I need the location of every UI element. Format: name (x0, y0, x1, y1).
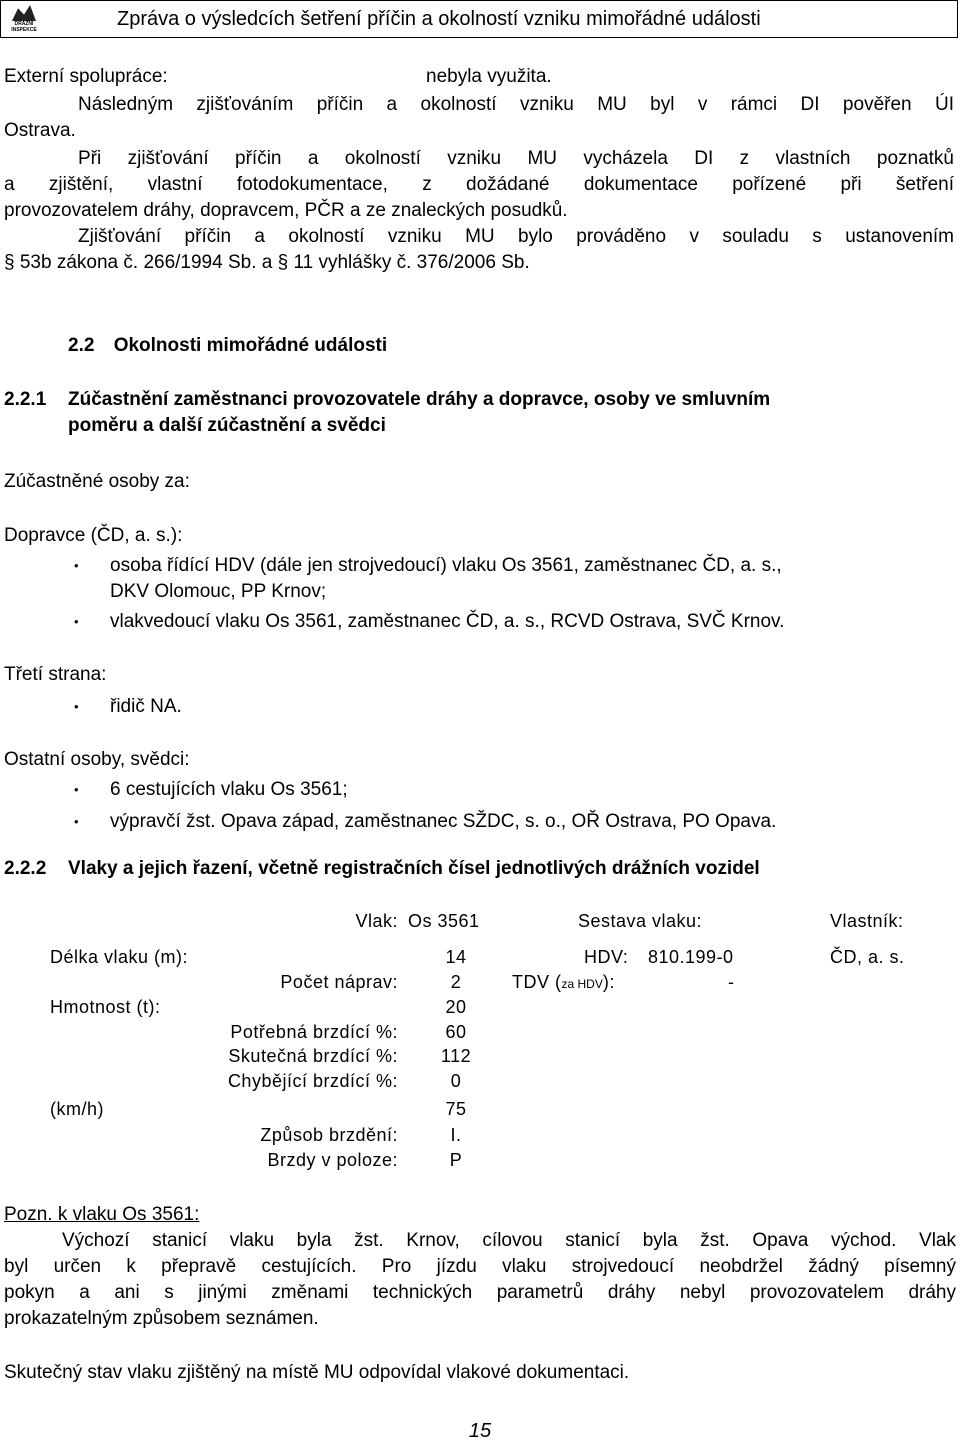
list-item: • vlakvedoucí vlaku Os 3561, zaměstnanec ČD, a. s., RCVD Ostrava, SVČ Krnov. (110, 609, 784, 635)
paragraph-3-line (4, 250, 530, 276)
row-value-axles: 2 (450, 972, 462, 992)
final-statement: Skutečný stav vlaku zjištěný na místě MU odpovídal vlakové dokumentaci. (4, 1362, 630, 1383)
table-header-set: Sestava vlaku: (578, 911, 703, 931)
section-heading (68, 333, 387, 359)
note-line: prokazatelným způsobem seznámen. (4, 1308, 319, 1329)
section-title: Okolnosti mimořádné události (113, 335, 388, 356)
logo-mark-icon (12, 5, 36, 21)
row-label-required-brake: Potřebná brzdící %: (230, 1022, 398, 1042)
row-value-brake-mode: I. (450, 1125, 462, 1145)
list-item: • osoba řídící HDV (dále jen strojvedoucí) vlaku Os 3561, zaměstnanec ČD, a. s., (110, 553, 782, 579)
drazni-inspekce-logo (3, 2, 45, 36)
third-party-label: Třetí strana: (4, 664, 107, 685)
row-value-missing-brake: 0 (450, 1071, 462, 1091)
paragraph-1-line: Následným zjišťováním příčin a okolností vzniku MU byl v rámci DI pověřen ÚI (78, 94, 954, 115)
row-value-actual-brake: 112 (440, 1046, 472, 1066)
row-label-speed: (km/h) (50, 1099, 104, 1119)
row-value-required-brake: 60 (445, 1022, 467, 1042)
note-line: byl určen k přepravě cestujících. Pro jízdu vlaku strojvedoucí neobdržel žádný písemný (4, 1256, 956, 1277)
hdv-value: 810.199-0 (648, 947, 734, 967)
paragraph-2-line: provozovatelem dráhy, dopravcem, PČR a ze znaleckých posudků. (4, 200, 568, 221)
row-label-actual-brake: Skutečná brzdící %: (228, 1046, 398, 1066)
note-title: Pozn. k vlaku Os 3561: (4, 1204, 200, 1225)
row-value-speed: 75 (445, 1099, 467, 1119)
law-reference: 53b zákona č. 266/1994 Sb. a (19, 252, 273, 273)
note-line: pokyn a ani s jinými změnami technických parametrů dráhy nebyl provozovatelem dráhy (4, 1282, 956, 1303)
row-label-axles: Počet náprav: (280, 972, 398, 992)
document-title: Zpráva o výsledcích šetření příčin a okolností vzniku mimořádné události (117, 8, 761, 30)
section-sign-icon: § (4, 252, 15, 273)
row-label-brake-mode: Způsob brzdění: (260, 1125, 398, 1145)
subsection-title: Zúčastnění zaměstnanci provozovatele dráhy a dopravce, osoby ve smluvním (68, 389, 771, 410)
list-item-continuation: DKV Olomouc, PP Krnov; (110, 581, 327, 602)
logo-text: DRÁŽNÍ INSPEKCE (11, 21, 37, 33)
row-label-weight: Hmotnost (t): (50, 997, 161, 1017)
subsection-number: 2.2.1 (4, 389, 47, 410)
row-value-brake-position: P (449, 1150, 463, 1170)
external-cooperation-label: Externí spolupráce: (4, 66, 168, 87)
section-sign-icon: § (277, 252, 289, 273)
owner-value: ČD, a. s. (830, 947, 905, 967)
list-item: • 6 cestujících vlaku Os 3561; (110, 777, 348, 803)
persons-label: Zúčastněné osoby za: (4, 471, 190, 492)
list-item: • řidič NA. (110, 694, 182, 720)
row-label-missing-brake: Chybějící brzdící %: (227, 1071, 398, 1091)
paragraph-2-line: Při zjišťování příčin a okolností vzniku MU vycházela DI z vlastních poznatků (78, 148, 954, 169)
others-label: Ostatní osoby, svědci: (4, 749, 190, 770)
table-header-train: Vlak: (355, 911, 398, 931)
page-number: 15 (468, 1420, 492, 1442)
train-id: Os 3561 (408, 911, 480, 931)
table-header-owner: Vlastník: (830, 911, 904, 931)
paragraph-2-line: a zjištění, vlastní fotodokumentace, z dožádané dokumentace pořízené při šetření (4, 174, 954, 195)
paragraph-3-line: Zjišťování příčin a okolností vzniku MU bylo prováděno v souladu s ustanovením (78, 226, 954, 247)
hdv-label: HDV: (584, 947, 629, 967)
list-item: • výpravčí žst. Opava západ, zaměstnanec SŽDC, s. o., OŘ Ostrava, PO Opava. (110, 809, 776, 835)
row-value-length: 14 (445, 947, 467, 967)
section-number: 2.2 (68, 335, 95, 356)
row-label-brake-position: Brzdy v poloze: (267, 1150, 398, 1170)
row-label-length: Délka vlaku (m): (50, 947, 189, 967)
paragraph-1-line: Ostrava. (4, 120, 76, 141)
tdv-label: TDV (za HDV): (512, 972, 615, 992)
subsection-title: poměru a další zúčastnění a svědci (68, 415, 386, 436)
external-cooperation-value: nebyla využita. (426, 66, 552, 87)
subsection-title: Vlaky a jejich řazení, včetně registračních čísel jednotlivých drážních vozidel (68, 858, 760, 879)
row-value-weight: 20 (445, 997, 467, 1017)
page-header (0, 0, 958, 38)
carrier-label: Dopravce (ČD, a. s.): (4, 525, 183, 546)
tdv-value: - (728, 972, 735, 992)
decree-reference: 11 vyhlášky č. 376/2006 Sb. (293, 252, 530, 273)
subsection-number: 2.2.2 (4, 858, 47, 879)
note-line: Výchozí stanicí vlaku byla žst. Krnov, cílovou stanicí byla žst. Opava východ. Vlak (62, 1230, 956, 1251)
